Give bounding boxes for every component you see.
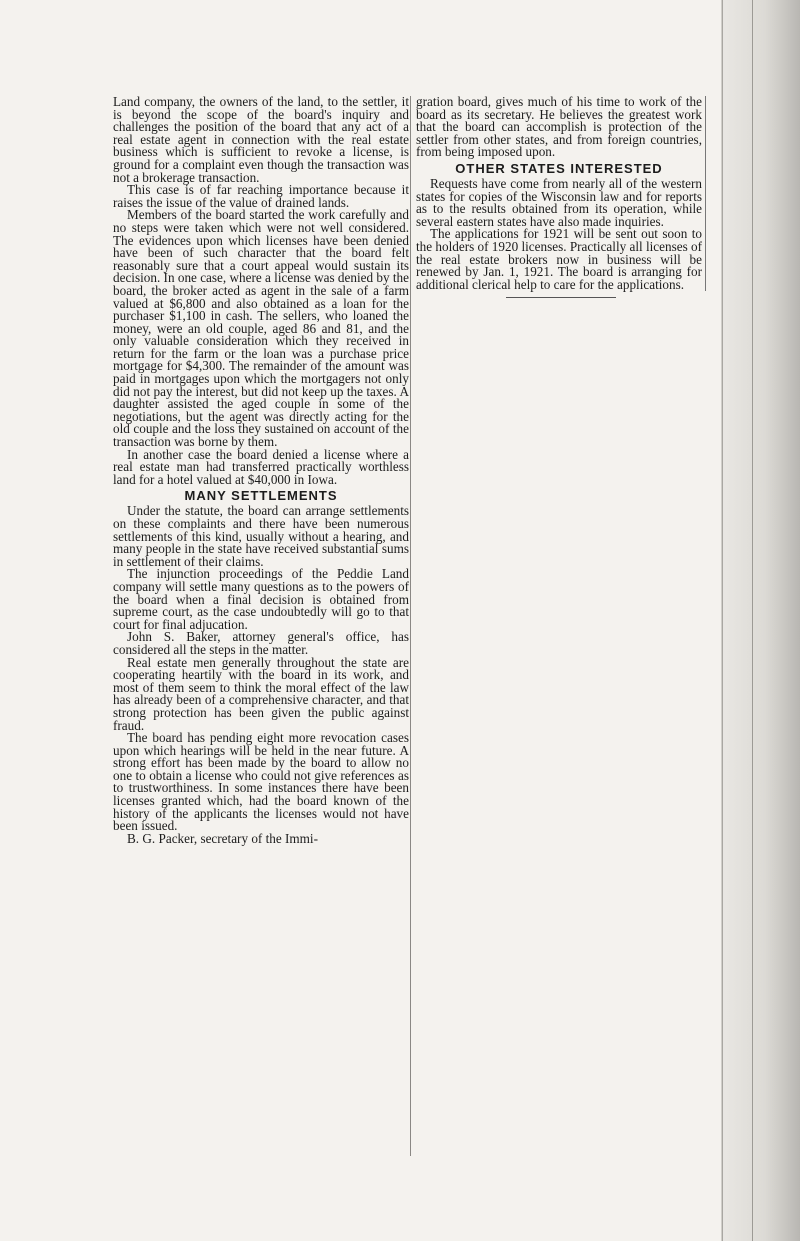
paragraph: Under the statute, the board can arrange settlements on these complaints and there have been numerous settlements of this kind, usually without a hearing, and many people in the state have received substantial sums in settlement of their claims. xyxy=(113,503,409,569)
paragraph: The board has pending eight more revocation cases upon which hearings will be held in the near future. A strong effort has been made by the board to allow no one to obtain a license who could not give references as to trustworthiness. In some instances there have been licenses granted which, had the board known of the history of the applicants the licenses would not have been issued. xyxy=(113,730,409,834)
section-heading: MANY SETTLEMENTS xyxy=(184,488,338,504)
paragraph: The injunction proceedings of the Peddie Land company will settle many questions as to the powers of the board when a final decision is obtained from supreme court, as the case undoubtedly will go to that court for final adjucation. xyxy=(113,566,409,632)
right-column xyxy=(416,96,706,298)
right-column-box xyxy=(416,96,706,291)
end-rule xyxy=(506,297,616,298)
page-edge-shadow xyxy=(721,0,800,1241)
column-divider xyxy=(410,96,411,1156)
paragraph: In another case the board denied a license where a real estate man had transferred practically worthless land for a hotel valued at $40,000 in Iowa. xyxy=(113,446,409,487)
paragraph: Members of the board started the work carefully and no steps were taken which were not well considered. The evidences upon which licenses have been denied have been of such character that the board felt reasonably sure that a court appeal would sustain its decision. In one case, where a license was denied by the board, the broker acted as agent in the sale of a farm valued at $6,800 and also obtained as a loan for the purchaser $1,100 in cash. The sellers, who loaned the money, were an old couple, aged 86 and 81, and the only valuable consideration which they received in return for the farm or the loan was a purchase price mortgage for $4,300. The remainder of the amount was paid in mortgages upon which the mortgagers not only did not pay the interest, but did not keep up the taxes. A daughter assisted the aged couple in some of the negotiations, but the agent was directly acting for the old couple and the loss they sustained on account of the transaction was borne by them. xyxy=(113,207,409,450)
paragraph: Land company, the owners of the land, to the settler, it is beyond the scope of the board's inquiry and challenges the position of the board that any act of a real estate agent in connection with the real estate business which is sufficient to revoke a license, is ground for a complaint even though the transaction was not a brokerage transaction. xyxy=(113,94,409,185)
section-heading: OTHER STATES INTERESTED xyxy=(455,160,663,176)
paragraph: John S. Baker, attorney general's office, has considered all the steps in the matter. xyxy=(113,629,409,657)
paragraph: B. G. Packer, secretary of the Immi- xyxy=(127,830,318,846)
paragraph: The applications for 1921 will be sent out soon to the holders of 1920 licenses. Practically all licenses of the real estate brokers now in business will be renewed by Jan. 1, 1921. The board is arranging for additional clerical help to care for the applications. xyxy=(416,226,703,292)
page-edge-line xyxy=(722,0,723,1241)
page-edge-line-2 xyxy=(752,0,753,1241)
paragraph: This case is of far reaching importance because it raises the issue of the value of drained lands. xyxy=(113,182,409,210)
left-column xyxy=(113,96,409,845)
paragraph: gration board, gives much of his time to work of the board as its secretary. He believes the greatest work that the board can accomplish is protection of the settler from other states, and from foreign countries, from being imposed upon. xyxy=(416,94,702,160)
paragraph: Requests have come from nearly all of the western states for copies of the Wisconsin law and for reports as to the results obtained from its operation, while several eastern states have also made inquiries. xyxy=(416,175,702,229)
paragraph: Real estate men generally throughout the state are cooperating heartily with the board in its work, and most of them seem to think the moral effect of the law has already been of a comprehensive character, and that strong protection has been given the public against fraud. xyxy=(113,654,409,733)
